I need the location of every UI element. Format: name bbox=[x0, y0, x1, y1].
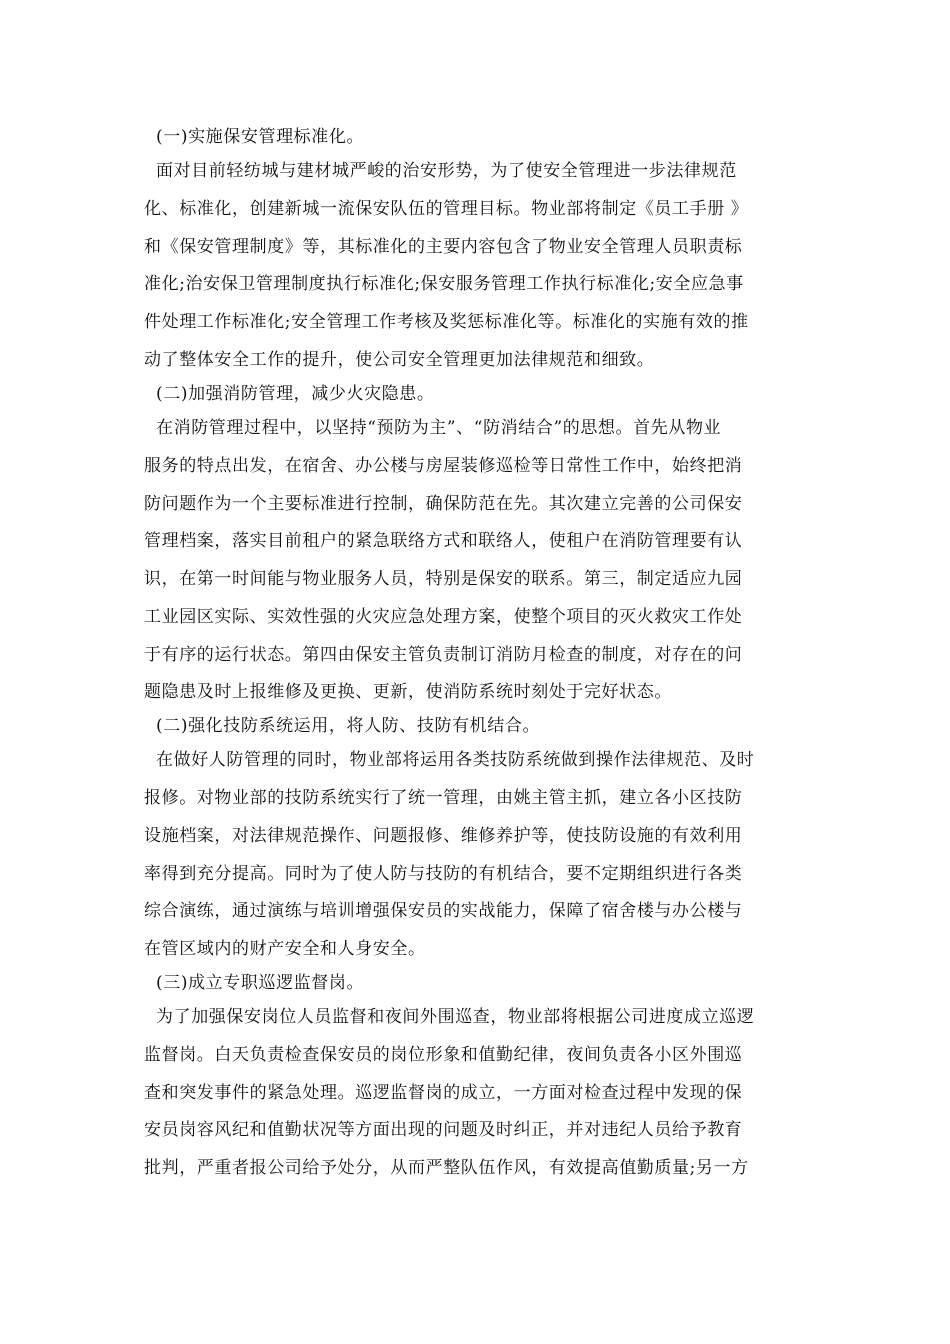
heading-1: (一)实施保安管理标准化。 bbox=[156, 127, 365, 147]
paragraph-line: 面对目前轻纺城与建材城严峻的治安形势，为了使安全管理进一步法律规范 bbox=[156, 161, 737, 181]
paragraph-line: 防问题作为一个主要标准进行控制，确保防范在先。其次建立完善的公司保安 bbox=[144, 494, 743, 514]
paragraph-line: 综合演练，通过演练与培训增强保安员的实战能力，保障了宿舍楼与办公楼与 bbox=[144, 901, 743, 921]
paragraph-line: 率得到充分提高。同时为了使人防与技防的有机结合，要不定期组织进行各类 bbox=[144, 864, 743, 884]
paragraph-line: 和《保安管理制度》等，其标准化的主要内容包含了物业安全管理人员职责标 bbox=[144, 237, 743, 257]
paragraph-line: 在管区域内的财产安全和人身安全。 bbox=[144, 939, 426, 959]
paragraph-line: 工业园区实际、实效性强的火灾应急处理方案，使整个项目的灭火救灾工作处 bbox=[144, 607, 743, 627]
paragraph-line: 题隐患及时上报维修及更换、更新，使消防系统时刻处于完好状态。 bbox=[144, 682, 672, 702]
paragraph-line: 识，在第一时间能与物业服务人员，特别是保安的联系。第三，制定适应九园 bbox=[144, 569, 743, 589]
paragraph-line: 查和突发事件的紧急处理。巡逻监督岗的成立，一方面对检查过程中发现的保 bbox=[144, 1083, 743, 1103]
paragraph-line: 批判，严重者报公司给予处分，从而严整队伍作风，有效提高值勤质量;另一方 bbox=[144, 1158, 749, 1178]
paragraph-line: 监督岗。白天负责检查保安员的岗位形象和值勤纪律，夜间负责各小区外围巡 bbox=[144, 1045, 743, 1065]
heading-2: (二)加强消防管理，减少火灾隐患。 bbox=[156, 384, 435, 404]
paragraph-line: 件处理工作标准化;安全管理工作考核及奖惩标准化等。标准化的实施有效的推 bbox=[144, 312, 749, 332]
paragraph-line: 安员岗容风纪和值勤状况等方面出现的问题及时纠正，并对违纪人员给予教育 bbox=[144, 1120, 743, 1140]
paragraph-line: 在消防管理过程中，以坚持“预防为主”、“防消结合”的思想。首先从物业 bbox=[156, 418, 722, 438]
paragraph-line: 化、标准化，创建新城一流保安队伍的管理目标。物业部将制定《员工手册 》 bbox=[144, 199, 749, 219]
paragraph-line: 服务的特点出发，在宿舍、办公楼与房屋装修巡检等日常性工作中，始终把消 bbox=[144, 456, 743, 476]
paragraph-line: 动了整体安全工作的提升，使公司安全管理更加法律规范和细致。 bbox=[144, 350, 655, 370]
paragraph-line: 在做好人防管理的同时，物业部将运用各类技防系统做到操作法律规范、及时 bbox=[156, 750, 755, 770]
paragraph-line: 设施档案，对法律规范操作、问题报修、维修养护等，使技防设施的有效利用 bbox=[144, 826, 743, 846]
paragraph-line: 于有序的运行状态。第四由保安主管负责制订消防月检查的制度，对存在的问 bbox=[144, 645, 743, 665]
paragraph-line: 报修。对物业部的技防系统实行了统一管理，由姚主管主抓，建立各小区技防 bbox=[144, 788, 743, 808]
paragraph-line: 为了加强保安岗位人员监督和夜间外围巡查，物业部将根据公司进度成立巡逻 bbox=[156, 1007, 755, 1027]
paragraph-line: 管理档案，落实目前租户的紧急联络方式和联络人，使租户在消防管理要有认 bbox=[144, 531, 743, 551]
heading-3: (二)强化技防系统运用，将人防、技防有机结合。 bbox=[156, 716, 541, 736]
paragraph-line: 准化;治安保卫管理制度执行标准化;保安服务管理工作执行标准化;安全应急事 bbox=[144, 274, 744, 294]
heading-4: (三)成立专职巡逻监督岗。 bbox=[156, 973, 365, 993]
